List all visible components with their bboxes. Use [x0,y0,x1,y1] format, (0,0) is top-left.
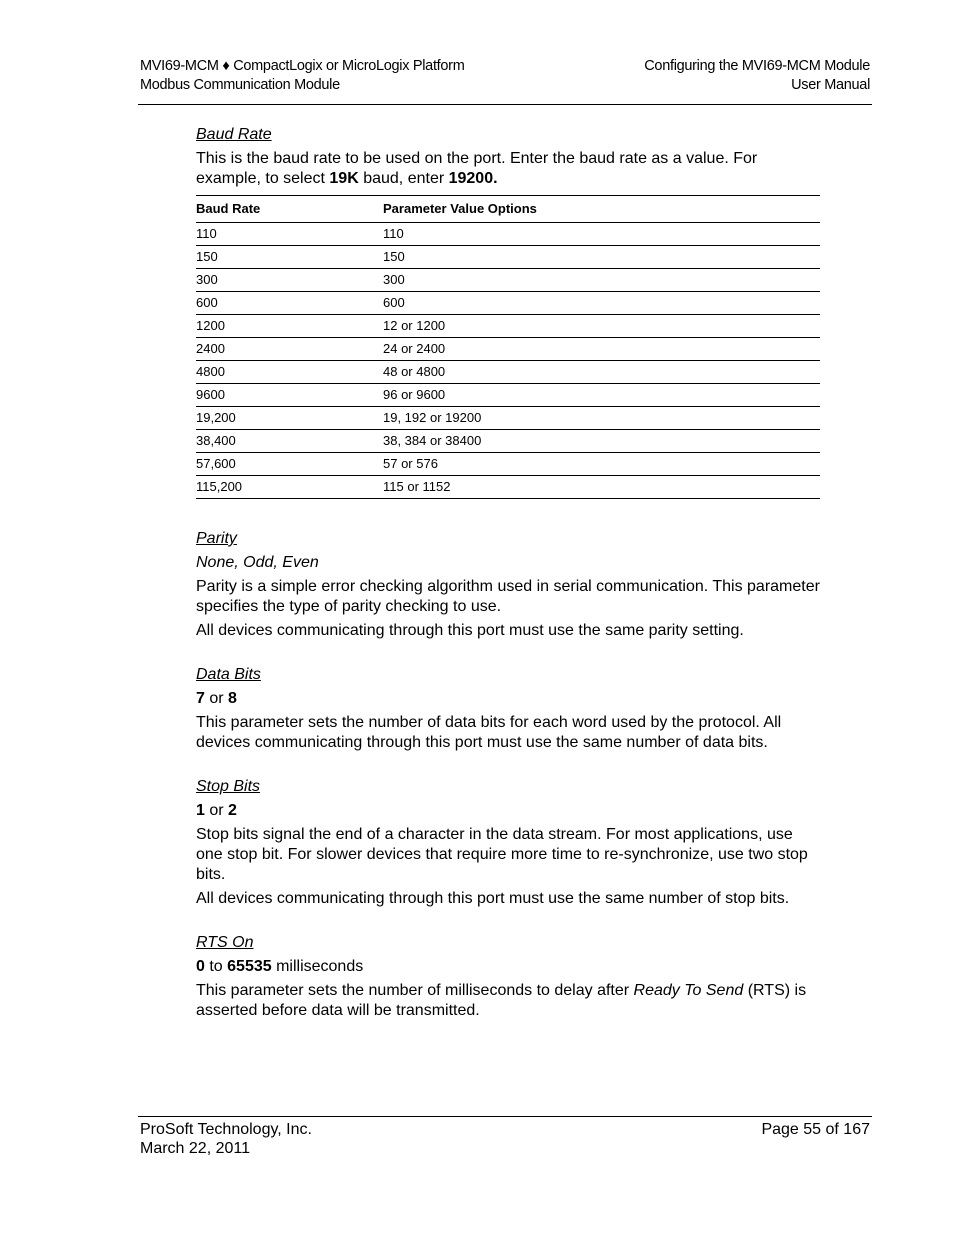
table-row [196,315,820,338]
cell-parameter-value: 150 [383,246,820,269]
rts-text-2: (RTS) is asserted before data will be transmitted. [196,982,807,1019]
table-row [196,384,820,407]
table-header-row [196,196,820,223]
cell-baud-rate: 4800 [196,361,383,384]
cell-parameter-value: 96 or 9600 [383,384,820,407]
baud-desc-bold-19k: 19K [329,170,359,187]
baud-desc-text2: baud, enter [358,170,449,187]
cell-parameter-value: 12 or 1200 [383,315,820,338]
cell-baud-rate: 2400 [196,338,383,361]
footer-right [761,1120,870,1139]
header-right [644,57,870,95]
header-rule [138,104,872,105]
rts-on-title: RTS On [196,934,254,951]
data-bits-title: Data Bits [196,666,261,683]
cell-baud-rate: 19,200 [196,407,383,430]
table-row [196,338,820,361]
cell-baud-rate: 115,200 [196,476,383,499]
header-manual: User Manual [791,77,870,93]
data-bits-value-a: 7 [196,690,205,707]
baud-desc-bold-19200: 19200. [448,170,498,187]
table-row [196,292,820,315]
table-row [196,407,820,430]
parity-paragraph-2: All devices communicating through this port must use the same parity setting. [196,622,744,639]
header-product: MVI69-MCM ♦ CompactLogix or MicroLogix Platform [140,58,465,74]
stop-bits-value-a: 1 [196,802,205,819]
cell-baud-rate: 150 [196,246,383,269]
stop-bits-values [196,801,820,821]
table-row [196,430,820,453]
footer-rule [138,1116,872,1117]
header-left [140,57,464,95]
table-row [196,453,820,476]
cell-parameter-value: 57 or 576 [383,453,820,476]
data-bits-value-b: 8 [228,690,237,707]
table-row [196,246,820,269]
stop-bits-paragraph-1: Stop bits signal the end of a character in the data stream. For most applications, use one stop bit. For slower devices that require more time to re-synchronize, use two stop bits. [196,826,808,883]
rts-sep: to [204,958,228,975]
table-row [196,223,820,246]
footer-date: March 22, 2011 [140,1140,250,1157]
cell-baud-rate: 38,400 [196,430,383,453]
col-header-parameter-options: Parameter Value Options [383,196,820,223]
table-row [196,476,820,499]
cell-parameter-value: 48 or 4800 [383,361,820,384]
cell-baud-rate: 1200 [196,315,383,338]
cell-baud-rate: 110 [196,223,383,246]
footer-company: ProSoft Technology, Inc. [140,1121,312,1138]
rts-on-paragraph [196,981,820,1021]
table-row [196,361,820,384]
cell-parameter-value: 38, 384 or 38400 [383,430,820,453]
baud-rate-table [196,195,820,499]
header-chapter: Configuring the MVI69-MCM Module [644,58,870,74]
cell-parameter-value: 600 [383,292,820,315]
baud-rate-description [196,149,820,189]
rts-text-1: This parameter sets the number of milliseconds to delay after [196,982,634,999]
baud-desc-text: This is the baud rate to be used on the port. Enter the baud rate as a value. For example, to select [196,150,758,187]
cell-parameter-value: 110 [383,223,820,246]
page-content [196,125,820,1021]
stop-bits-paragraph-2: All devices communicating through this port must use the same number of stop bits. [196,890,790,907]
rts-on-values [196,957,820,977]
cell-baud-rate: 9600 [196,384,383,407]
stop-bits-value-b: 2 [228,802,237,819]
cell-parameter-value: 300 [383,269,820,292]
rts-value-b: 65535 [227,958,272,975]
rts-text-italic: Ready To Send [633,982,744,999]
header-module: Modbus Communication Module [140,77,340,93]
footer-left [140,1120,312,1158]
cell-baud-rate: 600 [196,292,383,315]
stop-bits-sep: or [204,802,229,819]
cell-baud-rate: 57,600 [196,453,383,476]
stop-bits-title: Stop Bits [196,778,261,795]
baud-rate-title: Baud Rate [196,126,272,143]
rts-suffix: milliseconds [271,958,364,975]
parity-title: Parity [196,530,237,547]
cell-parameter-value: 24 or 2400 [383,338,820,361]
cell-baud-rate: 300 [196,269,383,292]
data-bits-paragraph: This parameter sets the number of data bits for each word used by the protocol. All devices communicating through this port must use the same number of data bits. [196,714,782,751]
cell-parameter-value: 19, 192 or 19200 [383,407,820,430]
cell-parameter-value: 115 or 1152 [383,476,820,499]
col-header-baud-rate: Baud Rate [196,196,383,223]
table-row [196,269,820,292]
data-bits-values [196,689,820,709]
rts-value-a: 0 [196,958,205,975]
data-bits-sep: or [204,690,229,707]
parity-paragraph-1: Parity is a simple error checking algorithm used in serial communication. This parameter specifies the type of parity checking to use. [196,578,820,615]
page-number: Page 55 of 167 [761,1121,870,1138]
parity-values: None, Odd, Even [196,554,319,571]
